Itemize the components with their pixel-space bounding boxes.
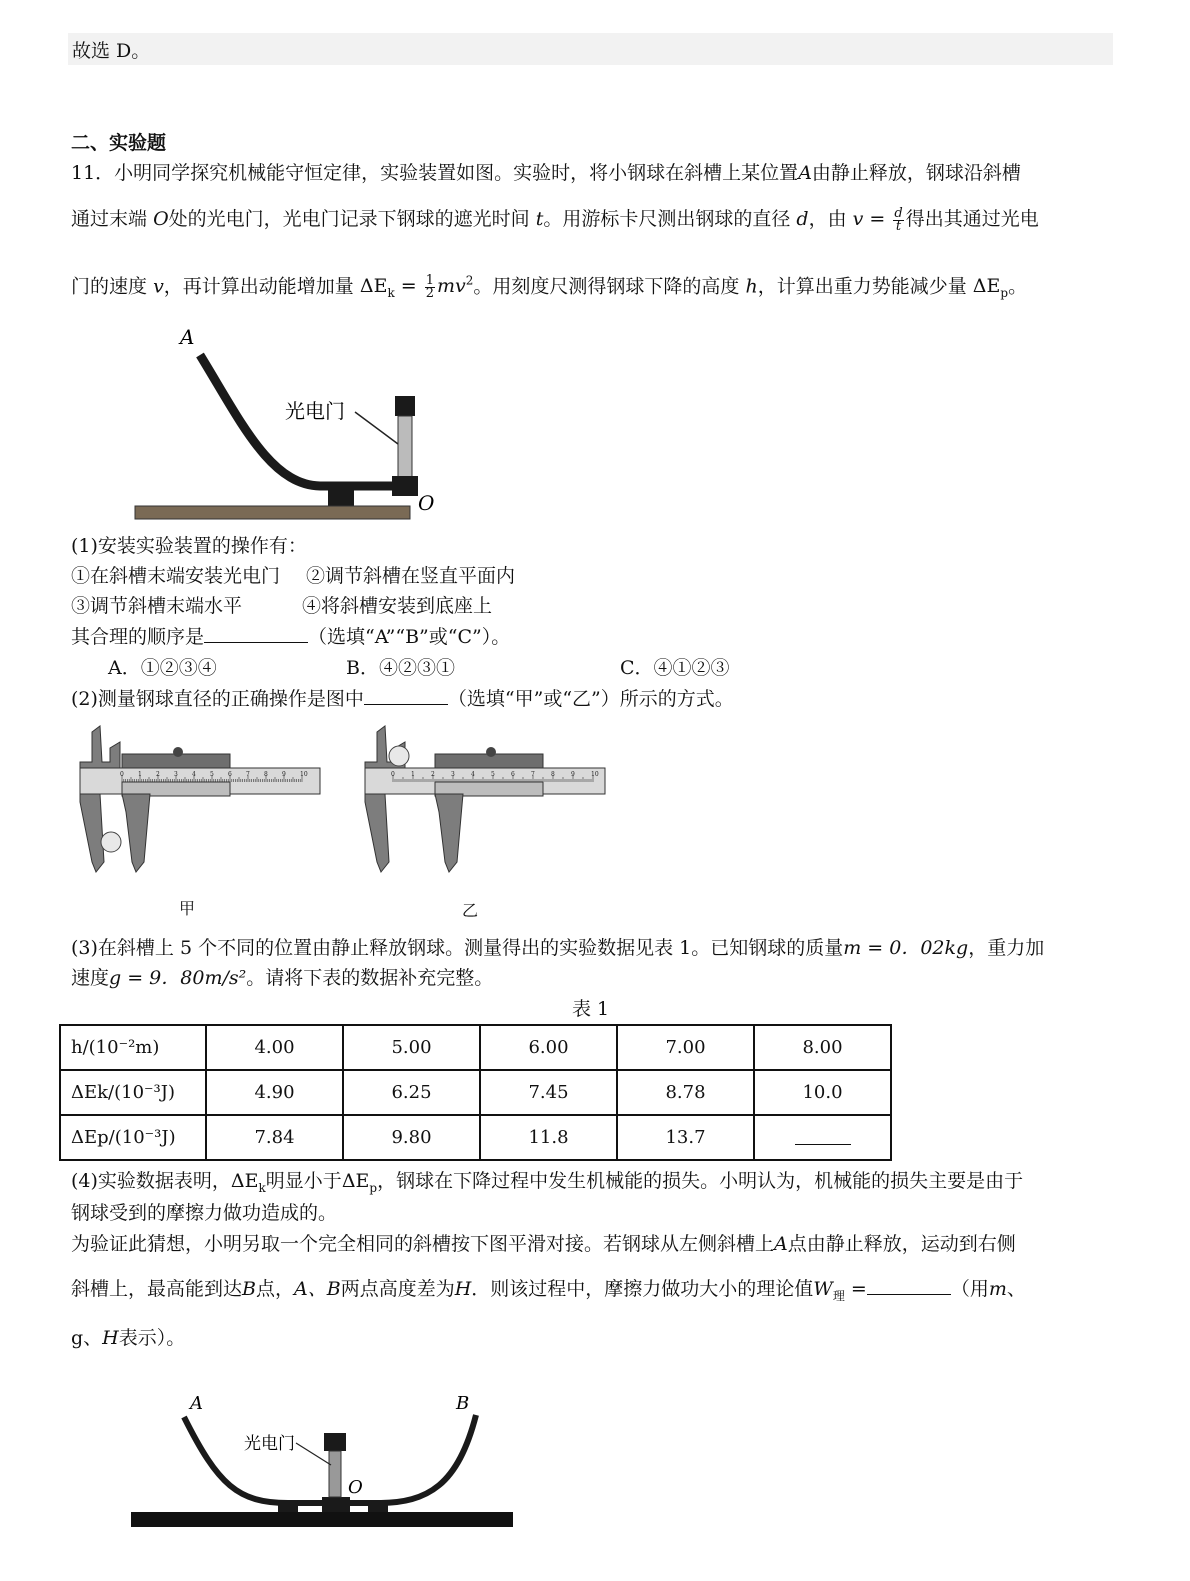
fig1-label-O: O <box>418 491 435 515</box>
caliper-jia-fixed-lower-jaw <box>80 794 104 872</box>
support-left <box>278 1501 298 1513</box>
velocity-formula: v = $\frac{d}{t}$ <box>852 205 903 234</box>
q11-intro-line1: 11．小明同学探究机械能守恒定律，实验装置如图。实验时，将小钢球在斜槽上某位置A由静止释放，钢球沿斜槽 <box>71 162 1021 184</box>
caliper-jia-upper-jaws <box>80 726 120 770</box>
scale-number: 1 <box>411 771 415 778</box>
table-row-h <box>60 1025 891 1070</box>
answer-blank-3[interactable] <box>795 1126 851 1145</box>
choice-A: A．①②③④ <box>108 657 217 679</box>
scale-number: 10 <box>300 771 308 778</box>
choice-C: C．④①②③ <box>620 657 730 679</box>
scale-number: 7 <box>531 771 535 778</box>
cell-dEp-3: 11.8 <box>480 1115 617 1160</box>
potential-energy-symbol: $\Delta E_p$ <box>972 275 1009 301</box>
label-yi: 乙 <box>462 901 479 920</box>
table-row-dEk <box>60 1070 891 1115</box>
previous-answer-text: 故选 D。 <box>72 40 151 62</box>
scale-number: 2 <box>156 771 160 778</box>
table-caption: 表 1 <box>572 998 610 1020</box>
fig3-label-gate: 光电门 <box>244 1434 295 1454</box>
scale-number: 6 <box>228 771 232 778</box>
q11-intro-line2: 通过末端 O处的光电门，光电门记录下钢球的遮光时间 t。用游标卡尺测出钢球的直径 d，由 v = $\frac{d}{t}$ 得出其通过光电 <box>71 205 1039 234</box>
part4-line1: (4)实验数据表明，$\Delta E_k$明显小于$\Delta E_p$，钢球在下降过程中发生机械能的损失。小明认为，机械能的损失主要是由于 <box>71 1170 1024 1195</box>
cell-h-2: 5.00 <box>343 1025 480 1070</box>
part2-question: (2)测量钢球直径的正确操作是图中 （选填“甲”或“乙”）所示的方式。 <box>71 688 734 710</box>
cell-dEk-4: 8.78 <box>617 1070 754 1115</box>
ramp-support <box>328 482 354 508</box>
part4-line5: g、H表示）。 <box>71 1327 186 1349</box>
photogate-top <box>395 396 415 416</box>
row-label-dEk: ΔEk/(10⁻³J) <box>60 1070 206 1115</box>
kinetic-energy-formula: $\Delta E_k$ = $\frac{1}{2}$ $mv^2$ <box>359 272 474 301</box>
scale-number: 4 <box>471 771 475 778</box>
caliper-jia-thumb-screw <box>173 747 183 757</box>
photogate-post-3 <box>329 1451 341 1497</box>
scale-number: 0 <box>391 771 395 778</box>
photogate-top-3 <box>324 1433 346 1451</box>
fig3-label-B: B <box>456 1393 470 1414</box>
cell-h-4: 7.00 <box>617 1025 754 1070</box>
scale-number: 2 <box>431 771 435 778</box>
caliper-jia-moving-lower-jaw <box>122 794 150 872</box>
data-table <box>59 1024 892 1161</box>
caliper-yi-ball <box>389 746 409 766</box>
cell-dEp-4: 13.7 <box>617 1115 754 1160</box>
label-jia: 甲 <box>179 899 196 918</box>
part4-line4: 斜槽上，最高能到达B点，A、B两点高度差为H．则该过程中，摩擦力做功大小的理论值$W_理$ = （用m、 <box>71 1278 1026 1303</box>
answer-blank-2[interactable] <box>364 686 448 705</box>
cell-dEp-1: 7.84 <box>206 1115 343 1160</box>
scale-number: 6 <box>511 771 515 778</box>
scale-number: 10 <box>591 771 599 778</box>
fig3-label-A: A <box>190 1393 203 1414</box>
scale-number: 1 <box>138 771 142 778</box>
caliper-figure-yi <box>355 722 615 882</box>
scale-number: 5 <box>210 771 214 778</box>
caliper-yi-fixed-lower-jaw <box>365 794 389 872</box>
scale-number: 3 <box>174 771 178 778</box>
scale-number: 3 <box>451 771 455 778</box>
part4-line3: 为验证此猜想，小明另取一个完全相同的斜槽按下图平滑对接。若钢球从左侧斜槽上A点由静止释放，运动到右侧 <box>71 1233 1016 1255</box>
part1-ops-row2: ③调节斜槽末端水平 ④将斜槽安装到底座上 <box>71 595 493 617</box>
photogate-post <box>398 416 412 478</box>
answer-blank-4[interactable] <box>867 1276 951 1295</box>
part1-ops-row1: ①在斜槽末端安装光电门 ②调节斜槽在竖直平面内 <box>71 565 516 587</box>
caliper-jia-ball <box>101 832 121 852</box>
double-ramp-figure <box>128 1385 520 1530</box>
caliper-figure-jia <box>70 722 330 882</box>
base-board-3 <box>131 1512 513 1527</box>
scale-number: 5 <box>491 771 495 778</box>
part1-question: 其合理的顺序是 （选填“A”“B”或“C”）。 <box>71 626 511 648</box>
scale-number: 8 <box>551 771 555 778</box>
table-row-dEp <box>60 1115 891 1160</box>
cell-dEk-1: 4.90 <box>206 1070 343 1115</box>
cell-dEp-5[interactable] <box>754 1115 891 1160</box>
scale-number: 4 <box>192 771 196 778</box>
caliper-yi-moving-lower-jaw <box>435 794 463 872</box>
previous-answer-bar <box>68 33 1113 65</box>
row-label-h: h/(10⁻²m) <box>60 1025 206 1070</box>
cell-h-1: 4.00 <box>206 1025 343 1070</box>
part3-line2: 速度g = 9．80m/s²。请将下表的数据补充完整。 <box>71 967 494 989</box>
scale-number: 9 <box>282 771 286 778</box>
caliper-yi-thumb-screw <box>486 747 496 757</box>
cell-h-5: 8.00 <box>754 1025 891 1070</box>
photogate-bottom <box>392 476 418 496</box>
section-title: 二、实验题 <box>71 132 167 154</box>
part3-line1: (3)在斜槽上 5 个不同的位置由静止释放钢球。测量得出的实验数据见表 1。已知钢球的质量m = 0．02kg，重力加 <box>71 937 1045 959</box>
base-board <box>135 506 410 519</box>
part1-title: (1)安装实验装置的操作有： <box>71 535 307 557</box>
q11-intro-line3: 门的速度 v，再计算出动能增加量 $\Delta E_k$ = $\frac{1}{2}$ $mv^2$。用刻度尺测得钢球下降的高度 h，计算出重力势能减少量 $\Delta E_p$。 <box>71 272 1028 301</box>
scale-number: 7 <box>246 771 250 778</box>
fig1-label-A: A <box>180 325 195 349</box>
answer-blank-1[interactable] <box>204 624 308 643</box>
cell-dEp-2: 9.80 <box>343 1115 480 1160</box>
ramp-apparatus-figure <box>130 320 450 525</box>
part4-line2: 钢球受到的摩擦力做功造成的。 <box>71 1202 338 1224</box>
row-label-dEp: ΔEp/(10⁻³J) <box>60 1115 206 1160</box>
cell-dEk-5: 10.0 <box>754 1070 891 1115</box>
cell-dEk-2: 6.25 <box>343 1070 480 1115</box>
fig1-label-gate: 光电门 <box>285 399 345 423</box>
scale-number: 8 <box>264 771 268 778</box>
support-right <box>368 1501 388 1513</box>
fig3-label-O: O <box>348 1477 363 1498</box>
cell-dEk-3: 7.45 <box>480 1070 617 1115</box>
choice-B: B．④②③① <box>346 657 455 679</box>
scale-number: 9 <box>571 771 575 778</box>
gate-leader-line <box>355 412 398 444</box>
cell-h-3: 6.00 <box>480 1025 617 1070</box>
scale-number: 0 <box>120 771 124 778</box>
